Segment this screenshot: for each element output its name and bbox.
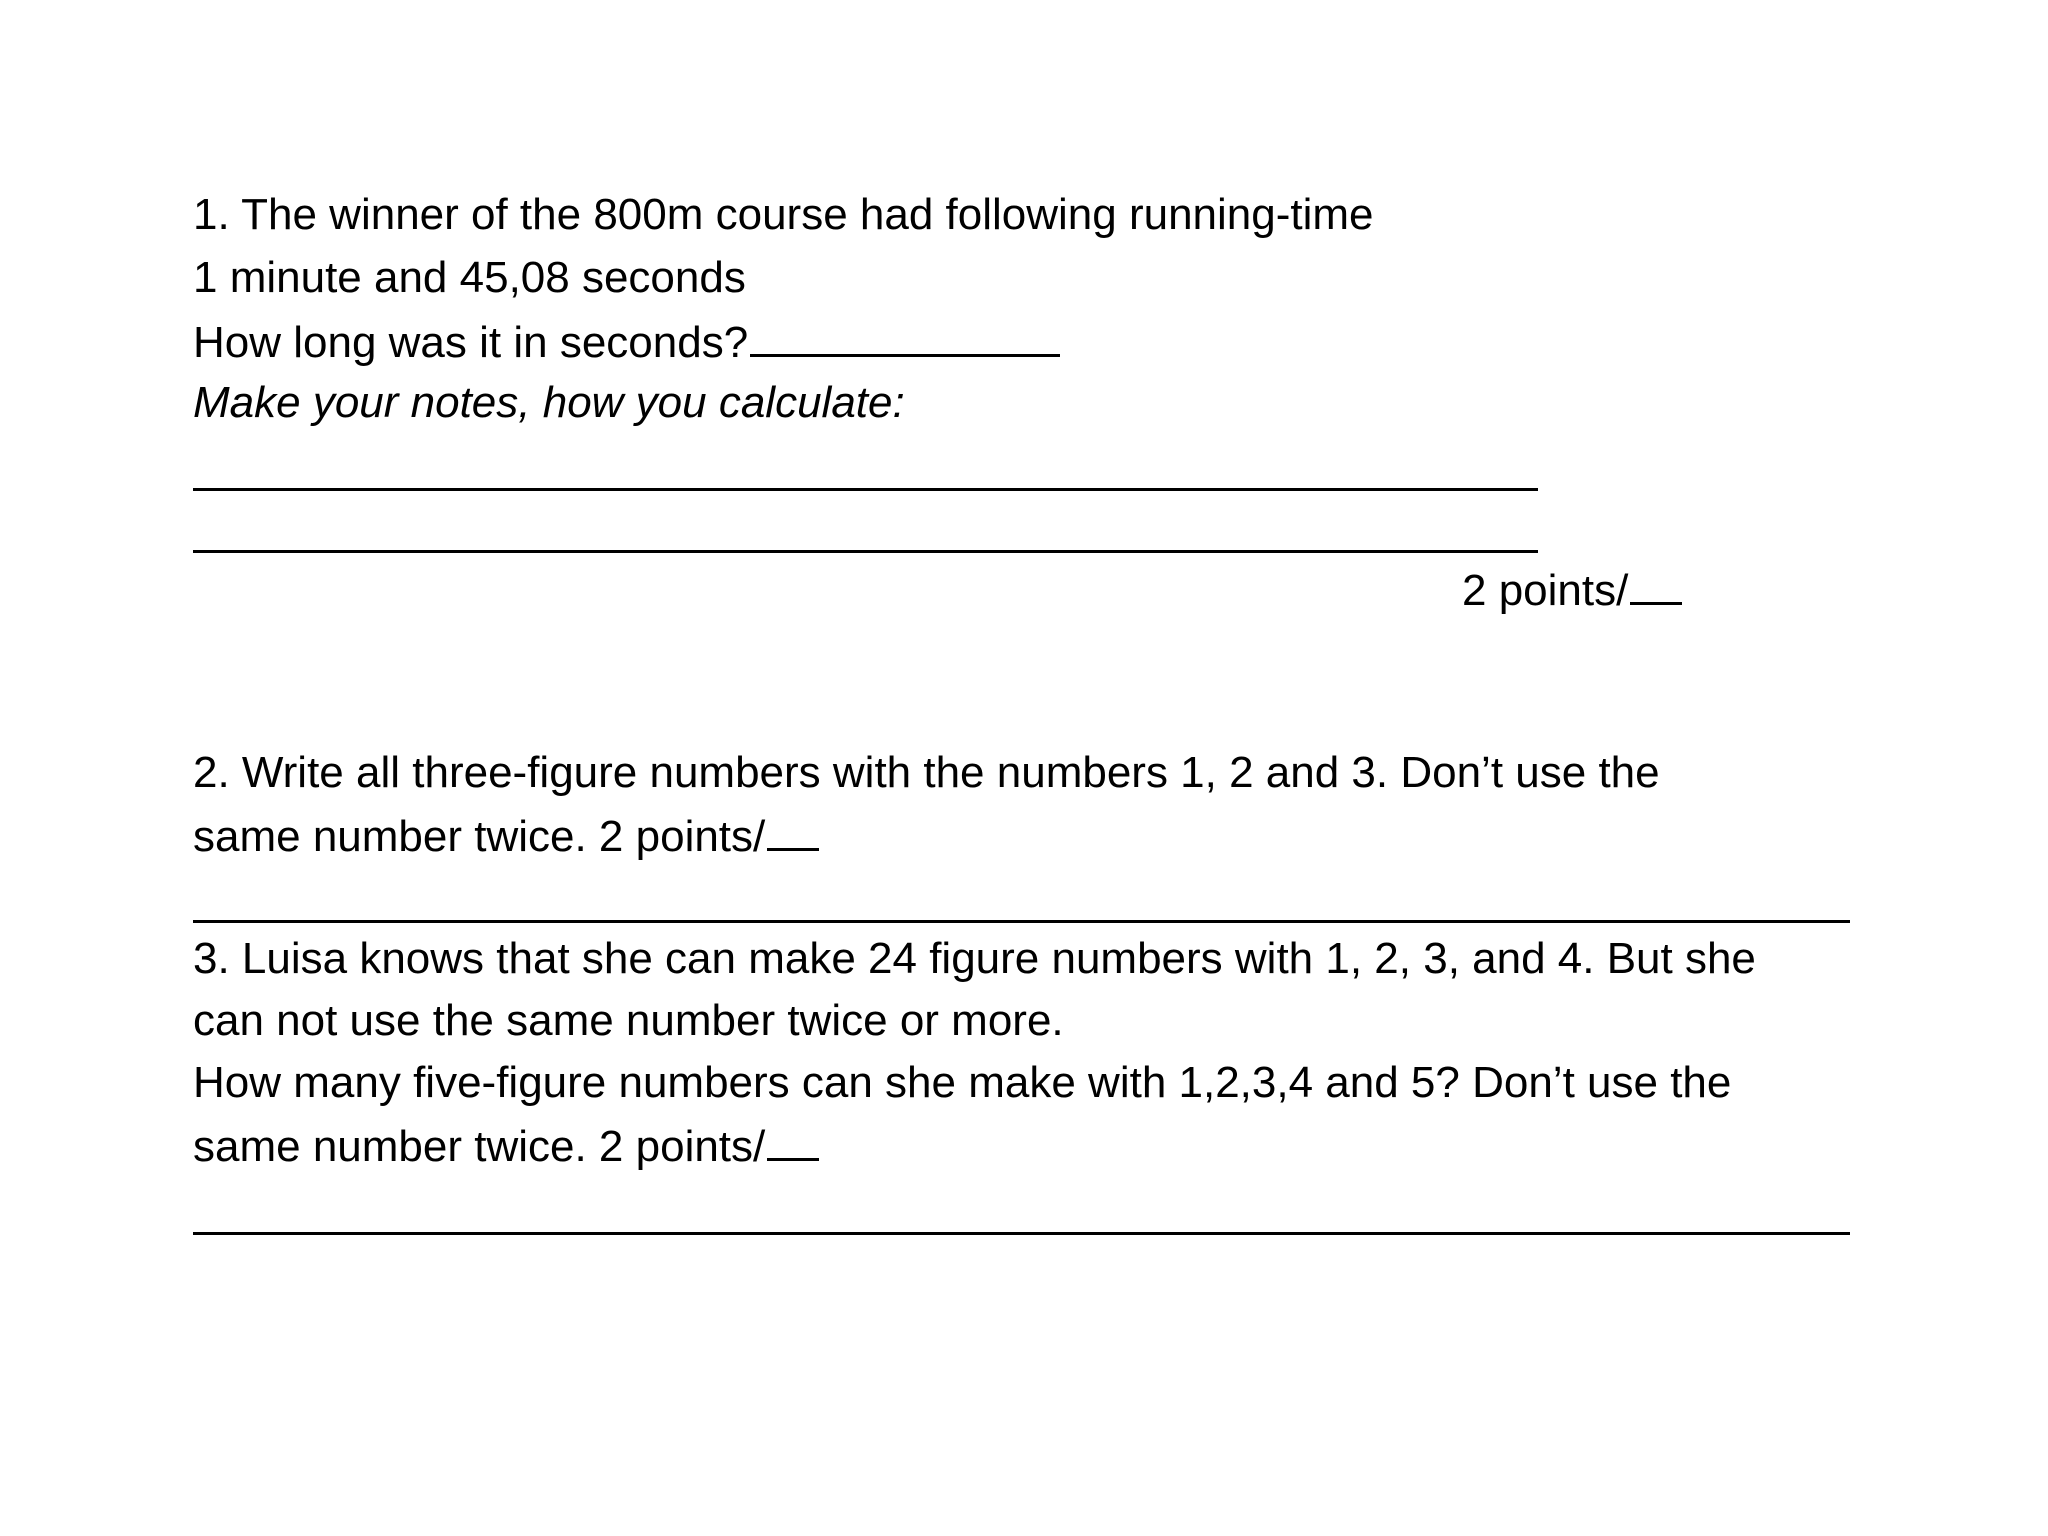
- q3-line-4: [193, 1114, 819, 1176]
- q1-line-1: [193, 184, 1374, 246]
- q1-text-1: 1. The winner of the 800m course had following running-time: [193, 190, 1374, 239]
- q1-line-2: [193, 247, 746, 309]
- q2-text-1: 2. Write all three-figure numbers with the numbers 1, 2 and 3. Don’t use the: [193, 748, 1660, 797]
- q3-text-1: 3. Luisa knows that she can make 24 figure numbers with 1, 2, 3, and 4. But she: [193, 934, 1756, 983]
- q3-text-3: How many five-figure numbers can she make with 1,2,3,4 and 5? Don’t use the: [193, 1058, 1732, 1107]
- q3-text-4: same number twice. 2 points/: [193, 1122, 766, 1171]
- q1-notes-line-1[interactable]: [193, 488, 1538, 491]
- q2-text-2: same number twice. 2 points/: [193, 812, 766, 861]
- q2-line-2: [193, 804, 819, 866]
- q3-answer-line[interactable]: [193, 1232, 1850, 1235]
- q1-points: [1462, 558, 1682, 620]
- q3-line-1: [193, 928, 1756, 990]
- q1-line-3: [193, 310, 1060, 372]
- q1-points-text: 2 points/: [1462, 566, 1629, 615]
- q1-points-blank[interactable]: [1630, 558, 1682, 605]
- q1-text-2: 1 minute and 45,08 seconds: [193, 253, 746, 302]
- q1-notes-prompt: [193, 372, 905, 434]
- q2-answer-line[interactable]: [193, 920, 1850, 923]
- q1-notes-text: Make your notes, how you calculate:: [193, 378, 905, 427]
- q1-answer-blank[interactable]: [750, 310, 1060, 357]
- q2-line-1: [193, 742, 1660, 804]
- q2-points-blank[interactable]: [767, 804, 819, 851]
- q3-text-2: can not use the same number twice or more.: [193, 996, 1064, 1045]
- q3-line-3: [193, 1052, 1731, 1114]
- q3-line-2: [193, 990, 1064, 1052]
- q3-points-blank[interactable]: [767, 1114, 819, 1161]
- q1-notes-line-2[interactable]: [193, 550, 1538, 553]
- q1-question-text: How long was it in seconds?: [193, 318, 749, 367]
